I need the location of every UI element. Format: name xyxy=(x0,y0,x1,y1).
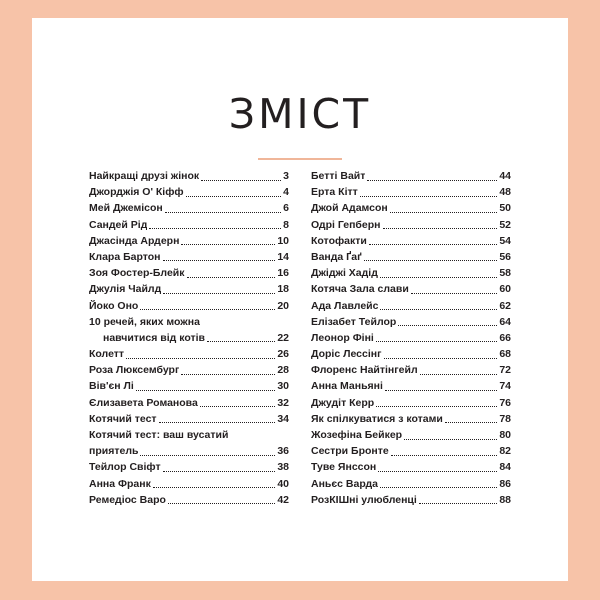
toc-leader-dots xyxy=(380,486,497,488)
toc-leader-dots xyxy=(376,340,497,342)
toc-leader-dots xyxy=(200,405,275,407)
toc-entry[interactable] xyxy=(89,235,289,248)
toc-entry-page: 44 xyxy=(499,170,511,182)
toc-entry[interactable] xyxy=(89,332,289,345)
toc-entry-label: Анна Маньяні xyxy=(311,380,383,393)
toc-entry-page: 26 xyxy=(277,348,289,361)
toc-entry-label: Колетт xyxy=(89,348,125,361)
toc-entry[interactable] xyxy=(311,267,511,280)
toc-entry-label: Джулія Чайлд xyxy=(89,283,162,296)
toc-entry[interactable] xyxy=(311,478,511,491)
toc-leader-dots xyxy=(163,292,275,294)
toc-entry-label: РозКІШні улюбленці xyxy=(311,493,417,506)
toc-entry-label: Джудіт Керр xyxy=(311,396,375,409)
toc-entry-page: 16 xyxy=(277,267,289,280)
toc-entry[interactable] xyxy=(89,170,289,183)
toc-entry-label: Котяча Зала слави xyxy=(311,283,409,296)
toc-entry-page: 14 xyxy=(277,250,289,263)
toc-leader-dots xyxy=(384,357,498,359)
toc-entry-label: Котячий тест: ваш вусатий xyxy=(89,429,229,441)
toc-leader-dots xyxy=(126,357,275,359)
toc-entry-page: 30 xyxy=(277,380,289,393)
toc-entry-label: Туве Янссон xyxy=(311,461,377,474)
toc-entry[interactable] xyxy=(89,494,289,507)
toc-entry[interactable] xyxy=(89,348,289,361)
toc-entry[interactable] xyxy=(311,429,511,442)
toc-leader-dots xyxy=(411,292,498,294)
title-divider xyxy=(258,158,342,160)
toc-entry-label: Джасінда Ардерн xyxy=(89,234,180,247)
toc-leader-dots xyxy=(168,502,275,504)
toc-leader-dots xyxy=(380,308,497,310)
toc-entry[interactable] xyxy=(311,251,511,264)
toc-leader-dots xyxy=(420,373,498,375)
toc-entry-label: Джіджі Хадід xyxy=(311,267,378,280)
toc-entry[interactable] xyxy=(311,300,511,313)
toc-leader-dots xyxy=(201,179,281,181)
toc-entry-label: приятель xyxy=(89,445,139,458)
toc-entry[interactable] xyxy=(311,186,511,199)
toc-entry-page: 52 xyxy=(499,218,511,231)
toc-leader-dots xyxy=(140,454,275,456)
toc-entry-label: Ванда Ґаґ xyxy=(311,250,362,263)
toc-entry[interactable] xyxy=(89,300,289,313)
toc-leader-dots xyxy=(140,308,275,310)
toc-entry-label: Флоренс Найтінгейл xyxy=(311,364,418,377)
toc-entry-label: Бетті Вайт xyxy=(311,170,366,182)
toc-entry-label: Анна Франк xyxy=(89,477,151,490)
toc-entry[interactable] xyxy=(89,413,289,426)
toc-entry[interactable] xyxy=(89,445,289,458)
toc-entry[interactable] xyxy=(311,283,511,296)
toc-entry-page: 20 xyxy=(277,299,289,312)
toc-entry-label: Джорджія О' Кіфф xyxy=(89,186,184,199)
toc-leader-dots xyxy=(398,324,497,326)
toc-right-column xyxy=(311,170,511,510)
toc-entry-page: 54 xyxy=(499,234,511,247)
toc-entry[interactable] xyxy=(311,219,511,232)
toc-entry-label: Єлизавета Романова xyxy=(89,396,198,409)
toc-entry[interactable] xyxy=(311,494,511,507)
toc-leader-dots xyxy=(445,421,497,423)
toc-entry-page: 6 xyxy=(283,202,289,215)
toc-entry-page: 42 xyxy=(277,493,289,506)
toc-entry-label: Котофакти xyxy=(311,234,367,247)
toc-entry-page: 10 xyxy=(277,234,289,247)
toc-entry-page: 8 xyxy=(283,218,289,231)
toc-entry-label: Джой Адамсон xyxy=(311,202,388,215)
toc-entry-page: 64 xyxy=(499,315,511,328)
toc-entry-page: 68 xyxy=(499,348,511,361)
toc-entry[interactable] xyxy=(89,461,289,474)
toc-entry[interactable] xyxy=(311,445,511,458)
toc-entry[interactable] xyxy=(311,413,511,426)
toc-entry-label: Аньєс Варда xyxy=(311,477,379,490)
toc-entry-label: Сестри Бронте xyxy=(311,445,389,458)
toc-entry[interactable] xyxy=(311,380,511,393)
toc-leader-dots xyxy=(391,454,498,456)
toc-entry[interactable] xyxy=(89,397,289,410)
toc-entry-page: 80 xyxy=(499,429,511,441)
toc-entry-page: 78 xyxy=(499,412,511,425)
toc-entry-page: 66 xyxy=(499,331,511,344)
toc-leader-dots xyxy=(181,373,275,375)
toc-leader-dots xyxy=(390,211,498,213)
toc-leader-dots xyxy=(383,227,498,229)
toc-entry-label: Найкращі друзі жінок xyxy=(89,170,200,182)
toc-entry-page: 56 xyxy=(499,250,511,263)
toc-leader-dots xyxy=(385,389,497,391)
toc-leader-dots xyxy=(419,502,498,504)
toc-leader-dots xyxy=(380,276,497,278)
toc-entry-page: 28 xyxy=(277,364,289,377)
toc-entry[interactable] xyxy=(89,219,289,232)
toc-entry[interactable] xyxy=(89,202,289,215)
toc-entry-page: 74 xyxy=(499,380,511,393)
toc-entry-label: Елізабет Тейлор xyxy=(311,315,397,328)
toc-entry-page: 62 xyxy=(499,299,511,312)
toc-leader-dots xyxy=(181,243,275,245)
toc-entry-page: 38 xyxy=(277,461,289,474)
toc-columns xyxy=(32,170,568,510)
page-title: ЗМІСТ xyxy=(228,90,372,138)
toc-leader-dots xyxy=(165,211,281,213)
toc-leader-dots xyxy=(163,259,276,261)
toc-leader-dots xyxy=(376,405,497,407)
toc-entry[interactable] xyxy=(311,235,511,248)
toc-entry-page: 76 xyxy=(499,396,511,409)
toc-entry-label: Клара Бартон xyxy=(89,250,161,263)
toc-leader-dots xyxy=(364,259,497,261)
toc-entry[interactable] xyxy=(311,461,511,474)
toc-entry[interactable] xyxy=(89,316,289,329)
toc-entry[interactable] xyxy=(89,283,289,296)
toc-entry[interactable] xyxy=(89,251,289,264)
toc-leader-dots xyxy=(136,389,276,391)
toc-entry[interactable] xyxy=(311,332,511,345)
toc-entry-label: Вів'єн Лі xyxy=(89,380,134,393)
toc-entry-label: Ада Лавлейс xyxy=(311,299,379,312)
toc-entry-page: 40 xyxy=(277,477,289,490)
toc-leader-dots xyxy=(378,470,497,472)
toc-entry-label: Одрі Гепберн xyxy=(311,218,381,231)
toc-entry[interactable] xyxy=(311,348,511,361)
toc-entry[interactable] xyxy=(89,380,289,393)
toc-entry-label: Жозефіна Бейкер xyxy=(311,429,403,441)
toc-leader-dots xyxy=(159,421,276,423)
toc-entry-page: 4 xyxy=(283,186,289,199)
toc-entry-label: Як спілкуватися з котами xyxy=(311,412,443,425)
toc-entry[interactable] xyxy=(89,186,289,199)
toc-entry[interactable] xyxy=(311,397,511,410)
toc-leader-dots xyxy=(163,470,276,472)
toc-left-column xyxy=(89,170,289,510)
toc-entry[interactable] xyxy=(311,316,511,329)
toc-leader-dots xyxy=(369,243,497,245)
toc-entry-label: Ремедіос Варо xyxy=(89,493,166,506)
toc-entry-page: 60 xyxy=(499,283,511,296)
toc-entry-page: 88 xyxy=(499,493,511,506)
toc-entry-label: Зоя Фостер-Блейк xyxy=(89,267,185,280)
toc-entry-label: Тейлор Свіфт xyxy=(89,461,161,474)
toc-entry[interactable] xyxy=(89,364,289,377)
toc-entry-page: 18 xyxy=(277,283,289,296)
toc-entry-page: 50 xyxy=(499,202,511,215)
toc-entry-label: Ерта Кітт xyxy=(311,186,358,199)
toc-leader-dots xyxy=(153,486,275,488)
toc-entry[interactable] xyxy=(311,170,511,183)
toc-leader-dots xyxy=(207,340,275,342)
toc-entry-page: 32 xyxy=(277,396,289,409)
toc-entry-page: 84 xyxy=(499,461,511,474)
toc-entry-page: 48 xyxy=(499,186,511,199)
toc-leader-dots xyxy=(404,438,497,440)
toc-entry-page: 86 xyxy=(499,477,511,490)
toc-entry-label: навчитися від котів xyxy=(103,331,206,344)
toc-entry-page: 22 xyxy=(277,331,289,344)
toc-entry[interactable] xyxy=(311,202,511,215)
toc-entry-label: 10 речей, яких можна xyxy=(89,315,200,328)
toc-entry-page: 36 xyxy=(277,445,289,458)
toc-leader-dots xyxy=(186,195,282,197)
toc-entry[interactable] xyxy=(89,429,289,442)
toc-entry-page: 58 xyxy=(499,267,511,280)
toc-leader-dots xyxy=(187,276,276,278)
toc-entry-label: Сандей Рід xyxy=(89,218,148,231)
toc-leader-dots xyxy=(149,227,281,229)
toc-entry-label: Мей Джемісон xyxy=(89,202,163,215)
toc-entry-label: Котячий тест xyxy=(89,412,157,425)
toc-entry[interactable] xyxy=(89,267,289,280)
toc-entry-page: 82 xyxy=(499,445,511,458)
toc-entry-label: Йоко Оно xyxy=(89,299,139,312)
toc-entry-page: 34 xyxy=(277,412,289,425)
toc-entry-label: Роза Люксембург xyxy=(89,364,180,377)
toc-leader-dots xyxy=(360,195,498,197)
toc-entry[interactable] xyxy=(311,364,511,377)
document-page xyxy=(32,18,568,581)
toc-entry[interactable] xyxy=(89,478,289,491)
toc-entry-page: 3 xyxy=(283,170,289,182)
toc-entry-label: Леонор Фіні xyxy=(311,331,374,344)
toc-entry-page: 72 xyxy=(499,364,511,377)
toc-leader-dots xyxy=(367,179,497,181)
toc-entry-label: Доріс Лессінг xyxy=(311,348,382,361)
